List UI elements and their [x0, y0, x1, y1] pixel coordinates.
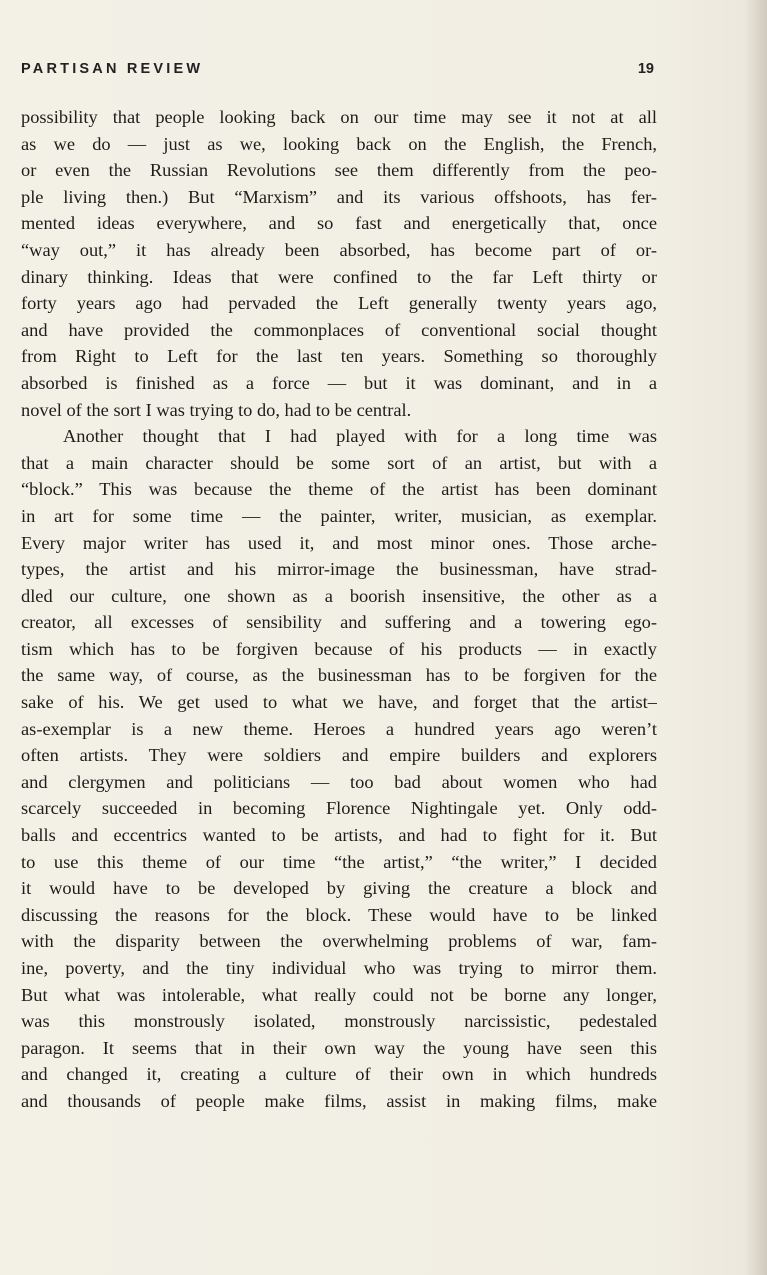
text-line: absorbed is finished as a force — but it was dominant, and in a [21, 372, 657, 393]
text-line: and have provided the commonplaces of conventional social thought [21, 319, 657, 340]
text-line: tism which has to be forgiven because of his products — in exactly [21, 638, 657, 659]
paragraph [21, 423, 657, 1114]
text-line: and changed it, creating a culture of their own in which hundreds [21, 1064, 657, 1085]
text-line: that a main character should be some sort of an artist, but with a [21, 452, 657, 473]
text-line: paragon. It seems that in their own way the young have seen this [21, 1037, 657, 1058]
text-line: in art for some time — the painter, writer, musician, as exemplar. [21, 505, 657, 526]
text-line: ple living then.) But “Marxism” and its various offshoots, has fer- [21, 186, 657, 207]
text-line: Another thought that I had played with for a long time was [63, 426, 657, 447]
text-line: it would have to be developed by giving the creature a block and [21, 878, 657, 899]
text-line: discussing the reasons for the block. These would have to be linked [21, 904, 657, 925]
text-line: But what was intolerable, what really could not be borne any longer, [21, 984, 657, 1005]
body-text [21, 104, 657, 1115]
text-line: types, the artist and his mirror-image the businessman, have strad- [21, 559, 657, 580]
text-line: novel of the sort I was trying to do, had to be central. [21, 399, 412, 420]
text-line: creator, all excesses of sensibility and suffering and a towering ego- [21, 612, 657, 633]
page-header [21, 61, 654, 81]
text-line: as we do — just as we, looking back on the English, the French, [21, 133, 657, 154]
text-line: Every major writer has used it, and most minor ones. Those arche- [21, 532, 657, 553]
text-line: dinary thinking. Ideas that were confined to the far Left thirty or [21, 266, 657, 287]
text-line: with the disparity between the overwhelming problems of war, fam- [21, 931, 657, 952]
text-line: and clergymen and politicians — too bad about women who had [21, 771, 657, 792]
text-line: “way out,” it has already been absorbed, has become part of or- [21, 239, 657, 260]
text-line: dled our culture, one shown as a boorish insensitive, the other as a [21, 585, 657, 606]
text-line: possibility that people looking back on our time may see it not at all [21, 107, 657, 127]
text-line: the same way, of course, as the businessman has to be forgiven for the [21, 665, 657, 686]
text-line: as-exemplar is a new theme. Heroes a hundred years ago weren’t [21, 718, 657, 739]
text-line: scarcely succeeded in becoming Florence Nightingale yet. Only odd- [21, 798, 657, 819]
text-line: often artists. They were soldiers and empire builders and explorers [21, 745, 657, 766]
text-line: forty years ago had pervaded the Left generally twenty years ago, [21, 293, 657, 314]
text-line: was this monstrously isolated, monstrously narcissistic, pedestaled [21, 1011, 657, 1032]
page-number: 19 [637, 61, 654, 77]
text-line: ine, poverty, and the tiny individual who was trying to mirror them. [21, 958, 657, 978]
text-line: “block.” This was because the theme of the artist has been dominant [21, 479, 657, 500]
text-line: or even the Russian Revolutions see them differently from the peo- [21, 160, 657, 181]
text-line: to use this theme of our time “the artist,” “the writer,” I decided [21, 851, 657, 872]
running-head: PARTISAN REVIEW [21, 61, 204, 77]
text-line: sake of his. We get used to what we have, and forget that the artist– [21, 692, 657, 713]
text-line: mented ideas everywhere, and so fast and energetically that, once [21, 213, 657, 234]
text-line: balls and eccentrics wanted to be artists, and had to fight for it. But [21, 825, 657, 846]
text-line: from Right to Left for the last ten years. Something so thoroughly [21, 346, 657, 367]
paragraph [21, 104, 657, 423]
text-line: and thousands of people make films, assist in making films, make [21, 1090, 657, 1111]
